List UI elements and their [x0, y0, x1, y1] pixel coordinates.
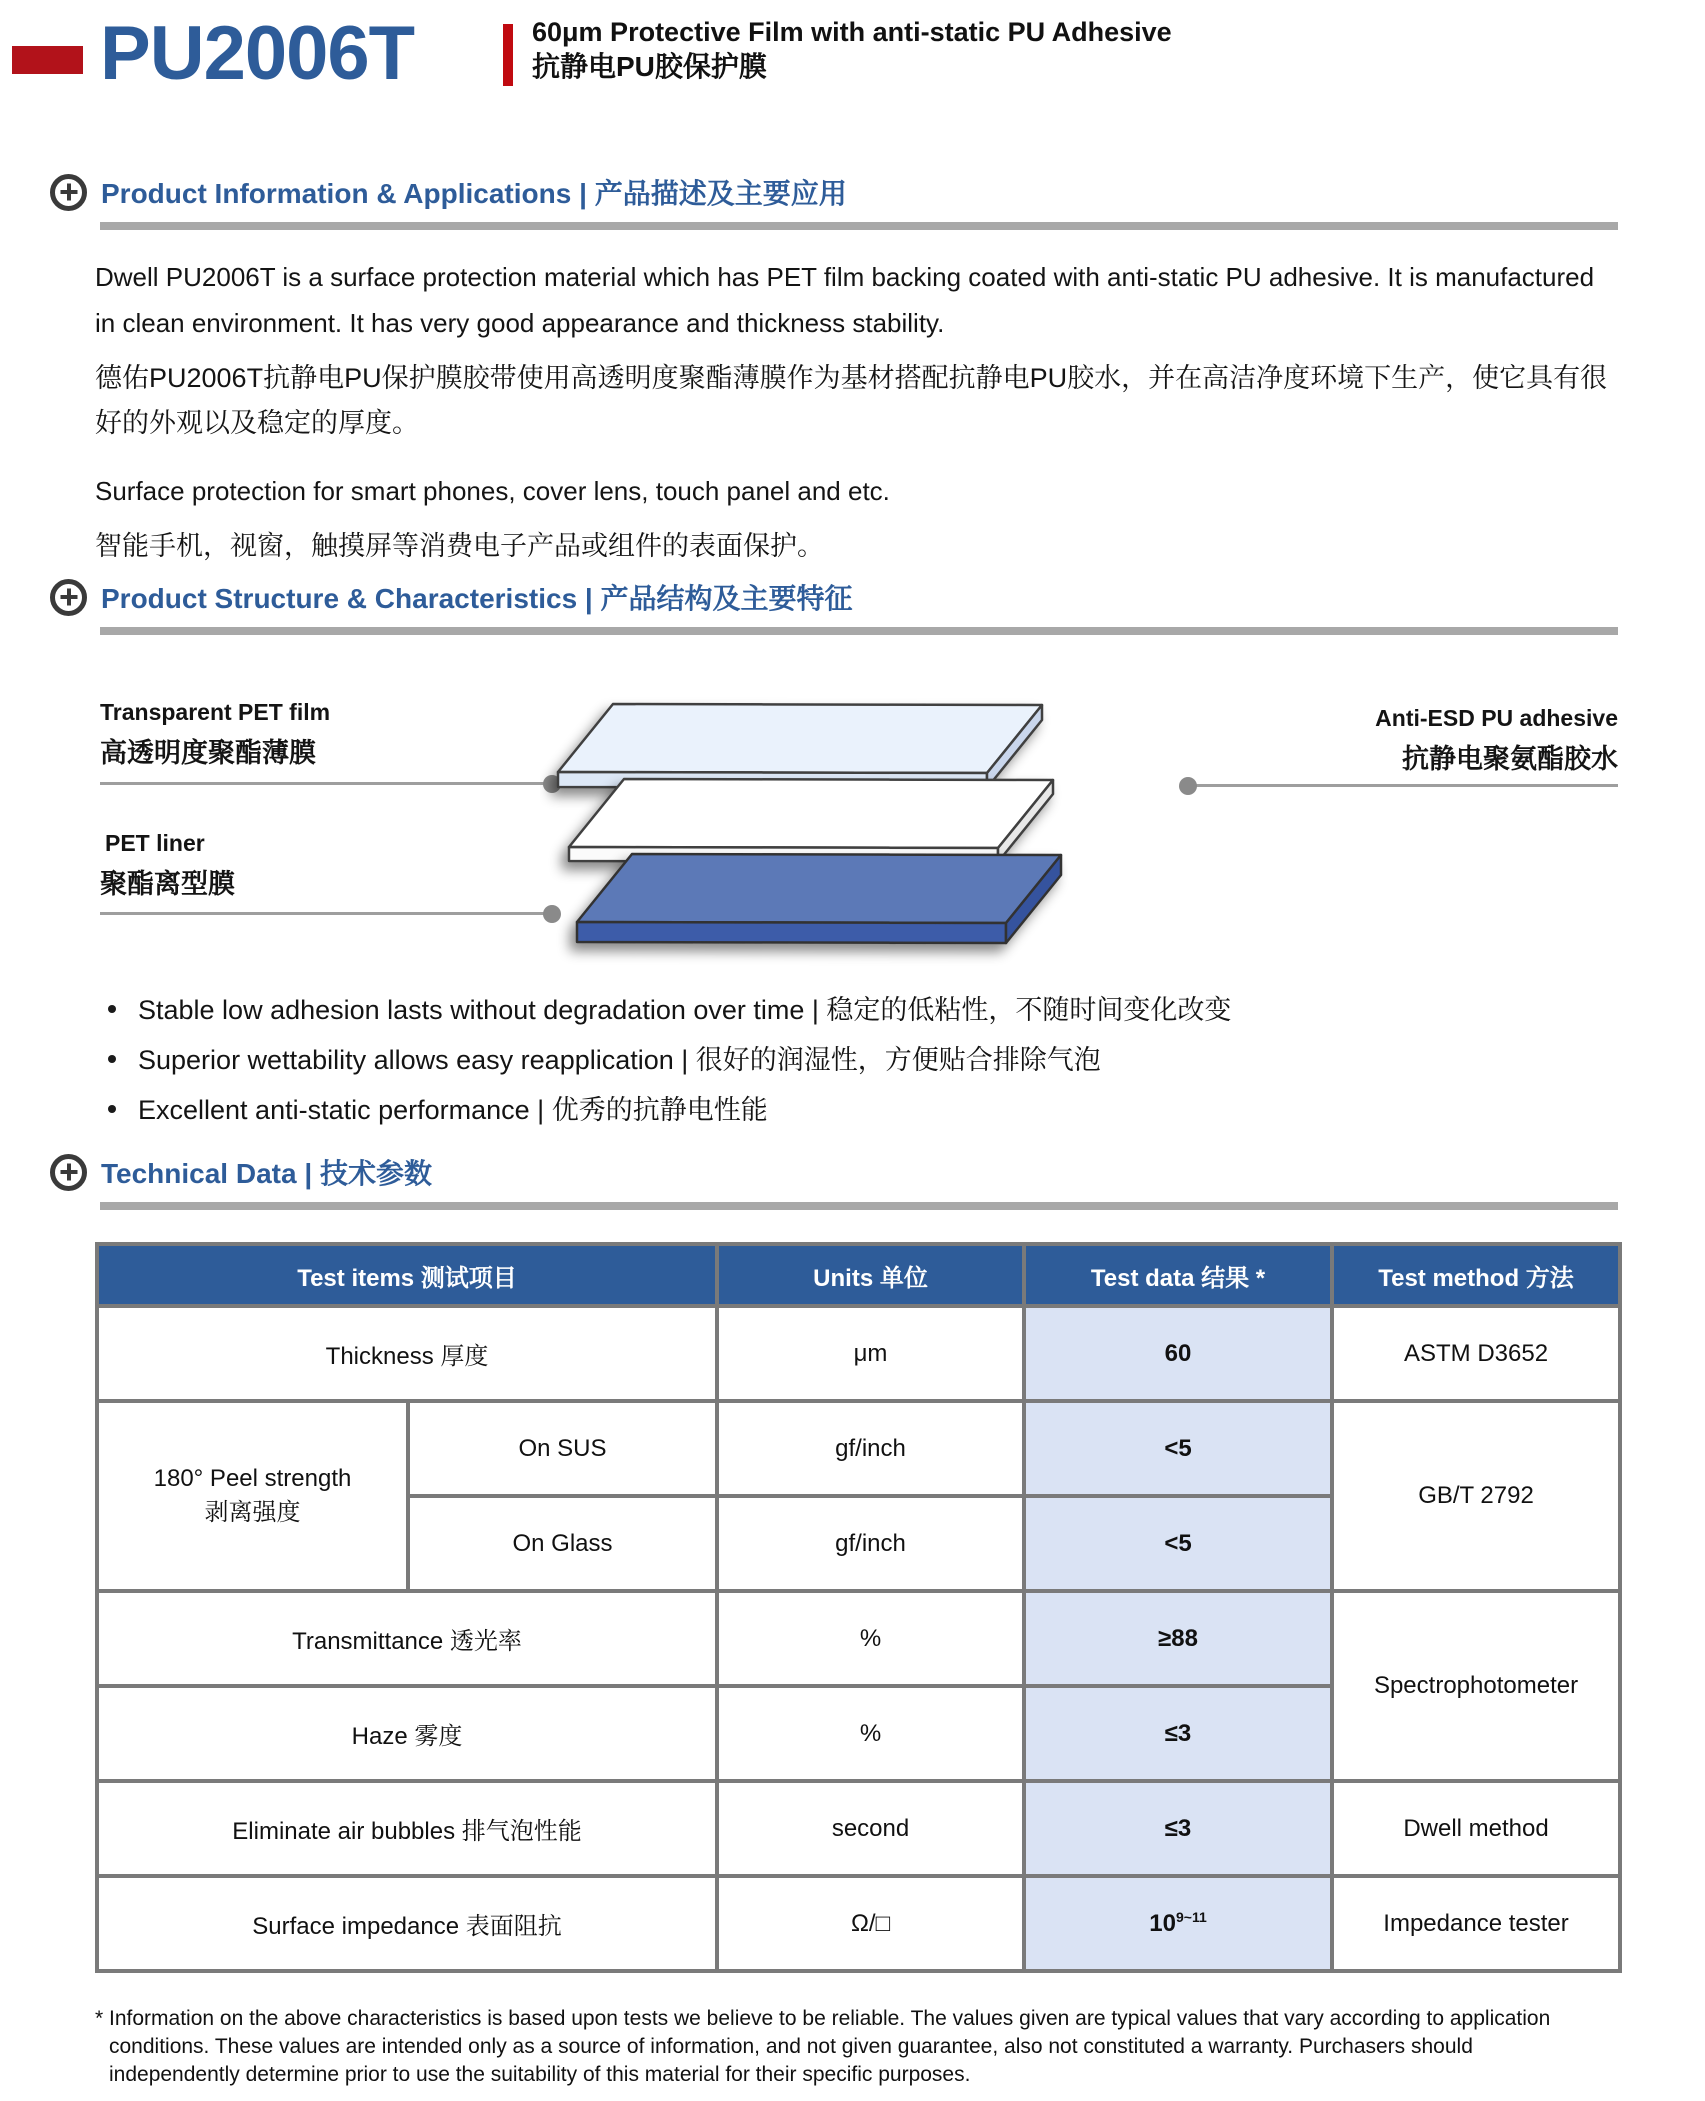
section-header [50, 1150, 1618, 1194]
applications-paragraph-en: Surface protection for smart phones, cover lens, touch panel and etc. [95, 476, 890, 506]
table-row-surface-impedance [97, 1876, 1620, 1971]
section-product-structure [50, 575, 1618, 1135]
feature-bullet-text: Excellent anti-static performance | 优秀的抗静电性能 [138, 1095, 768, 1125]
cell-haze-value: ≤3 [1024, 1686, 1332, 1781]
cell-thickness-value: 60 [1024, 1306, 1332, 1401]
cell-transmittance-value: ≥88 [1024, 1591, 1332, 1686]
page-header [0, 10, 1705, 140]
plus-circle-icon [50, 174, 87, 211]
cell-optical-method: Spectrophotometer [1332, 1591, 1620, 1781]
feature-bullet [108, 1035, 1618, 1085]
cell-impedance-value [1024, 1876, 1332, 1971]
connector-line-pu-adhesive [1188, 784, 1618, 787]
label-pet-liner-zh: 聚酯离型膜 [100, 869, 235, 899]
product-code: PU2006T [100, 11, 415, 96]
table-row-transmittance [97, 1591, 1620, 1686]
impedance-base: 10 [1149, 1910, 1176, 1937]
label-pet-film-zh: 高透明度聚酯薄膜 [100, 738, 316, 768]
section-header [50, 575, 1618, 619]
description-paragraph-en: Dwell PU2006T is a surface protection material which has PET film backing coated with anti-static PU adhesive. It is manufactured in clean environment. It has very good appearance and thickness stability. [95, 262, 1595, 338]
cell-peel-item [97, 1401, 408, 1591]
table-row-thickness [97, 1306, 1620, 1401]
feature-bullet-text: Stable low adhesion lasts without degradation over time | 稳定的低粘性，不随时间变化改变 [138, 995, 1232, 1025]
cell-bubbles-unit: second [717, 1781, 1024, 1876]
layer-pu-adhesive [569, 779, 1053, 862]
red-divider-bar [503, 24, 513, 86]
cell-bubbles-value: ≤3 [1024, 1781, 1332, 1876]
applications-paragraph-zh: 智能手机，视窗，触摸屏等消费电子产品或组件的表面保护。 [95, 531, 824, 561]
product-subtitle-zh: 抗静电PU胶保护膜 [532, 51, 767, 82]
bullet-dot-icon [108, 1105, 116, 1113]
section-header [50, 170, 1618, 214]
technical-data-table [95, 1242, 1622, 1973]
cell-impedance-method: Impedance tester [1332, 1876, 1620, 1971]
cell-thickness-unit: μm [717, 1306, 1024, 1401]
col-header-units: Units 单位 [717, 1244, 1024, 1306]
label-pet-liner-en: PET liner [105, 830, 205, 856]
section-title: Product Information & Applications | 产品描述及主要应用 [101, 178, 847, 209]
cell-bubbles-method: Dwell method [1332, 1781, 1620, 1876]
layer-pet-film [558, 704, 1042, 788]
red-accent-block [12, 46, 83, 74]
connector-line-pet-liner [100, 912, 552, 915]
section-title: Technical Data | 技术参数 [101, 1158, 432, 1189]
cell-peel-glass-unit: gf/inch [717, 1496, 1024, 1591]
bullet-dot-icon [108, 1005, 116, 1013]
col-header-test-items: Test items 测试项目 [97, 1244, 717, 1306]
cell-haze-item: Haze 雾度 [97, 1686, 717, 1781]
cell-peel-glass-label: On Glass [408, 1496, 717, 1591]
layer-slabs-illustration [540, 667, 1200, 977]
section-divider-bar [100, 1202, 1618, 1210]
feature-bullet [108, 985, 1618, 1035]
connector-line-pet-film [100, 782, 552, 785]
table-row-air-bubbles [97, 1781, 1620, 1876]
cell-peel-sus-label: On SUS [408, 1401, 717, 1496]
feature-bullet [108, 1085, 1618, 1135]
label-pu-adhesive-en: Anti-ESD PU adhesive [1375, 705, 1618, 731]
label-pet-film-en: Transparent PET film [100, 699, 331, 725]
section-divider-bar [100, 627, 1618, 635]
layer-pet-liner [577, 854, 1061, 943]
cell-peel-sus-value: <5 [1024, 1401, 1332, 1496]
plus-circle-icon [50, 579, 87, 616]
feature-bullet-text: Superior wettability allows easy reapplication | 很好的润湿性，方便贴合排除气泡 [138, 1045, 1101, 1075]
cell-transmittance-item: Transmittance 透光率 [97, 1591, 717, 1686]
section-divider-bar [100, 222, 1618, 230]
product-subtitle-en: 60μm Protective Film with anti-static PU Adhesive [532, 17, 1172, 47]
cell-thickness-method: ASTM D3652 [1332, 1306, 1620, 1401]
cell-peel-method: GB/T 2792 [1332, 1401, 1620, 1591]
table-row-peel-on-sus [97, 1401, 1620, 1496]
cell-impedance-unit: Ω/□ [717, 1876, 1024, 1971]
section-technical-data [50, 1150, 1618, 1973]
description-paragraph-zh: 德佑PU2006T抗静电PU保护膜胶带使用高透明度聚酯薄膜作为基材搭配抗静电PU胶水，并在高洁净度环境下生产，使它具有很好的外观以及稳定的厚度。 [95, 363, 1608, 438]
product-subtitle [532, 16, 1172, 84]
bullet-dot-icon [108, 1055, 116, 1063]
col-header-test-data: Test data 结果 * [1024, 1244, 1332, 1306]
cell-haze-unit: % [717, 1686, 1024, 1781]
col-header-test-method: Test method 方法 [1332, 1244, 1620, 1306]
section-title: Product Structure & Characteristics | 产品结构及主要特征 [101, 583, 853, 614]
table-header-row [97, 1244, 1620, 1306]
cell-peel-glass-value: <5 [1024, 1496, 1332, 1591]
label-pu-adhesive-zh: 抗静电聚氨酯胶水 [1402, 744, 1618, 774]
impedance-exponent: 9~11 [1175, 1909, 1207, 1925]
cell-transmittance-unit: % [717, 1591, 1024, 1686]
plus-circle-icon [50, 1154, 87, 1191]
feature-bullet-list [108, 985, 1618, 1135]
cell-peel-sus-unit: gf/inch [717, 1401, 1024, 1496]
footnote-disclaimer: * Information on the above characteristics is based upon tests we believe to be reliable. The values given are typical values that vary according to application conditions. These values are intended only as a source of information, and not given guarantee, also not constituted a warranty. Purchasers should independently determine prior to use the suitability of this material for their specific purposes. [95, 2007, 1551, 2086]
peel-item-zh: 剥离强度 [204, 1499, 301, 1526]
layer-structure-diagram [95, 641, 1618, 951]
cell-bubbles-item: Eliminate air bubbles 排气泡性能 [97, 1781, 717, 1876]
section-product-information [50, 170, 1618, 569]
peel-item-en: 180° Peel strength [153, 1465, 352, 1492]
cell-thickness-item: Thickness 厚度 [97, 1306, 717, 1401]
cell-impedance-item: Surface impedance 表面阻抗 [97, 1876, 717, 1971]
